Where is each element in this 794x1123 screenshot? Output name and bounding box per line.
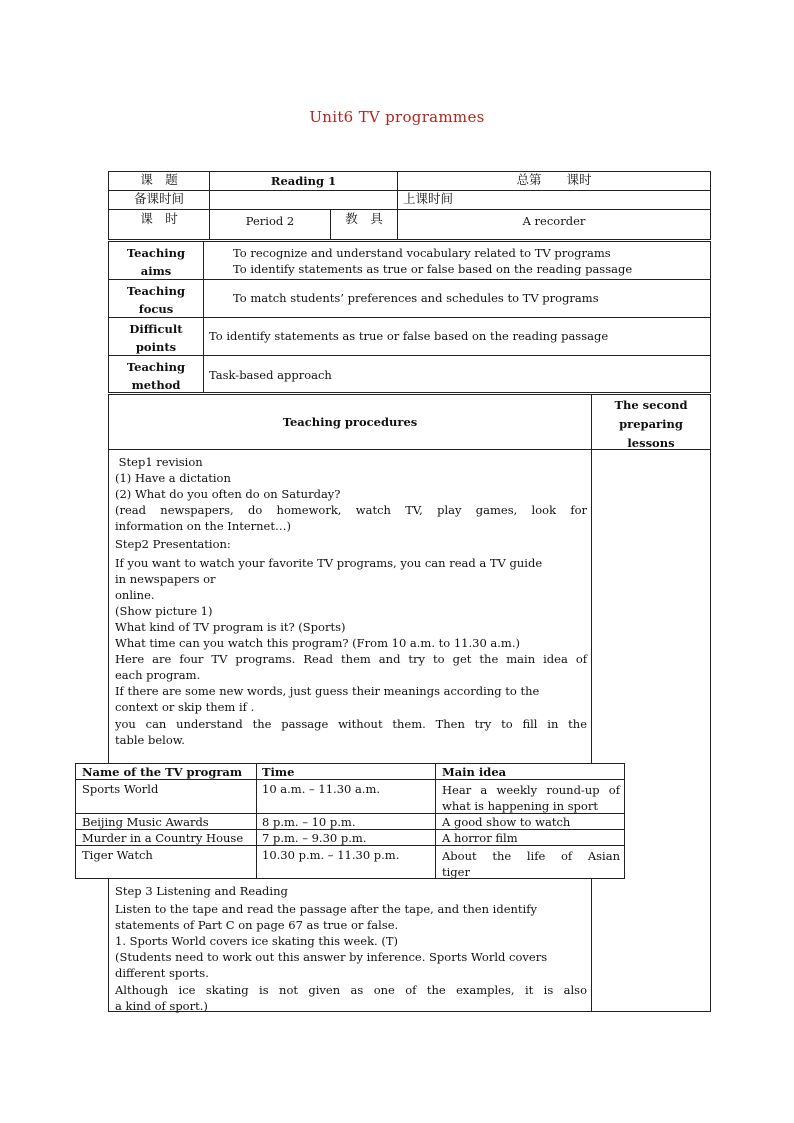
procedure-steps-2: Step 3 Listening and Reading Listen to the tape and read the passage after the tape, and then identify statements of Part C on page 67 as true or false. 1. Sports World covers ice skating this week. (T) (Students need to work out this answer by inference. Sports World covers different sports. Although ice skating is not given as one of the examples, it is also a kind of sport.) [115, 884, 587, 1013]
tv-col-idea: Main idea [442, 765, 507, 779]
tv-col-name: Name of the TV program [82, 765, 243, 779]
difficult-label: Difficult points [129, 322, 183, 354]
table-row-time: 10.30 p.m. – 11.30 p.m. [262, 848, 400, 862]
aims-label: Teaching aims [126, 246, 186, 278]
teaching-method: Task-based approach [209, 368, 332, 382]
table-row-name: Sports World [82, 782, 159, 796]
procedures-header: Teaching procedures [282, 415, 418, 429]
table-row-time: 8 p.m. – 10 p.m. [262, 815, 356, 829]
table-row-name: Beijing Music Awards [82, 815, 209, 829]
table-row-idea: A horror film [442, 831, 518, 845]
procedure-steps-1: Step1 revision (1) Have a dictation (2) What do you often do on Saturday? (read newspapers, do homework, watch TV, play games, look for information on the Internet…) Step2 Presentation: If you want to watch your favorite TV programs, you can read a TV guide in newspapers or online. (Show picture 1) What kind of TV program is it? (Sports) What time can you watch this program? (From 10 a.m. to 11.30 a.m.) Here are four TV programs. Read them and try to get the main idea of each program. If there are some new words, just guess their meanings according to the context or skip them if . you can understand the passage without them. Then try to fill in the table below. [115, 455, 587, 747]
prep-time-label: 备课时间 [133, 191, 184, 206]
teaching-aids-value: A recorder [522, 214, 586, 228]
topic-label: 课 题 [140, 172, 178, 187]
difficult-points: To identify statements as true or false based on the reading passage [209, 329, 609, 343]
table-row-time: 10 a.m. – 11.30 a.m. [262, 782, 381, 796]
class-time-label: 上课时间 [403, 191, 454, 206]
table-row-name: Murder in a Country House [82, 831, 244, 845]
table-row-time: 7 p.m. – 9.30 p.m. [262, 831, 367, 845]
teaching-focus: To match students’ preferences and schedules to TV programs [233, 291, 599, 305]
period-value: Period 2 [245, 214, 295, 228]
topic-value: Reading 1 [270, 174, 337, 188]
teaching-aims: To recognize and understand vocabulary related to TV programs To identify statements as true or false based on the reading passage [233, 246, 633, 276]
second-preparing-header: The second preparing lessons [614, 398, 688, 450]
page-title: Unit6 TV programmes [309, 108, 485, 126]
tv-col-time: Time [262, 765, 295, 779]
method-label: Teaching method [126, 360, 186, 392]
table-row-idea: Hear a weekly round-up of what is happening in sport [442, 783, 620, 813]
total-period-label: 总第 课时 [516, 172, 592, 187]
table-row-idea: A good show to watch [442, 815, 571, 829]
period-label: 课 时 [140, 211, 178, 226]
table-row-name: Tiger Watch [82, 848, 153, 862]
teaching-aids-label: 教 具 [345, 211, 383, 226]
table-row-idea: About the life of Asian tiger [442, 849, 620, 879]
focus-label: Teaching focus [126, 284, 186, 316]
